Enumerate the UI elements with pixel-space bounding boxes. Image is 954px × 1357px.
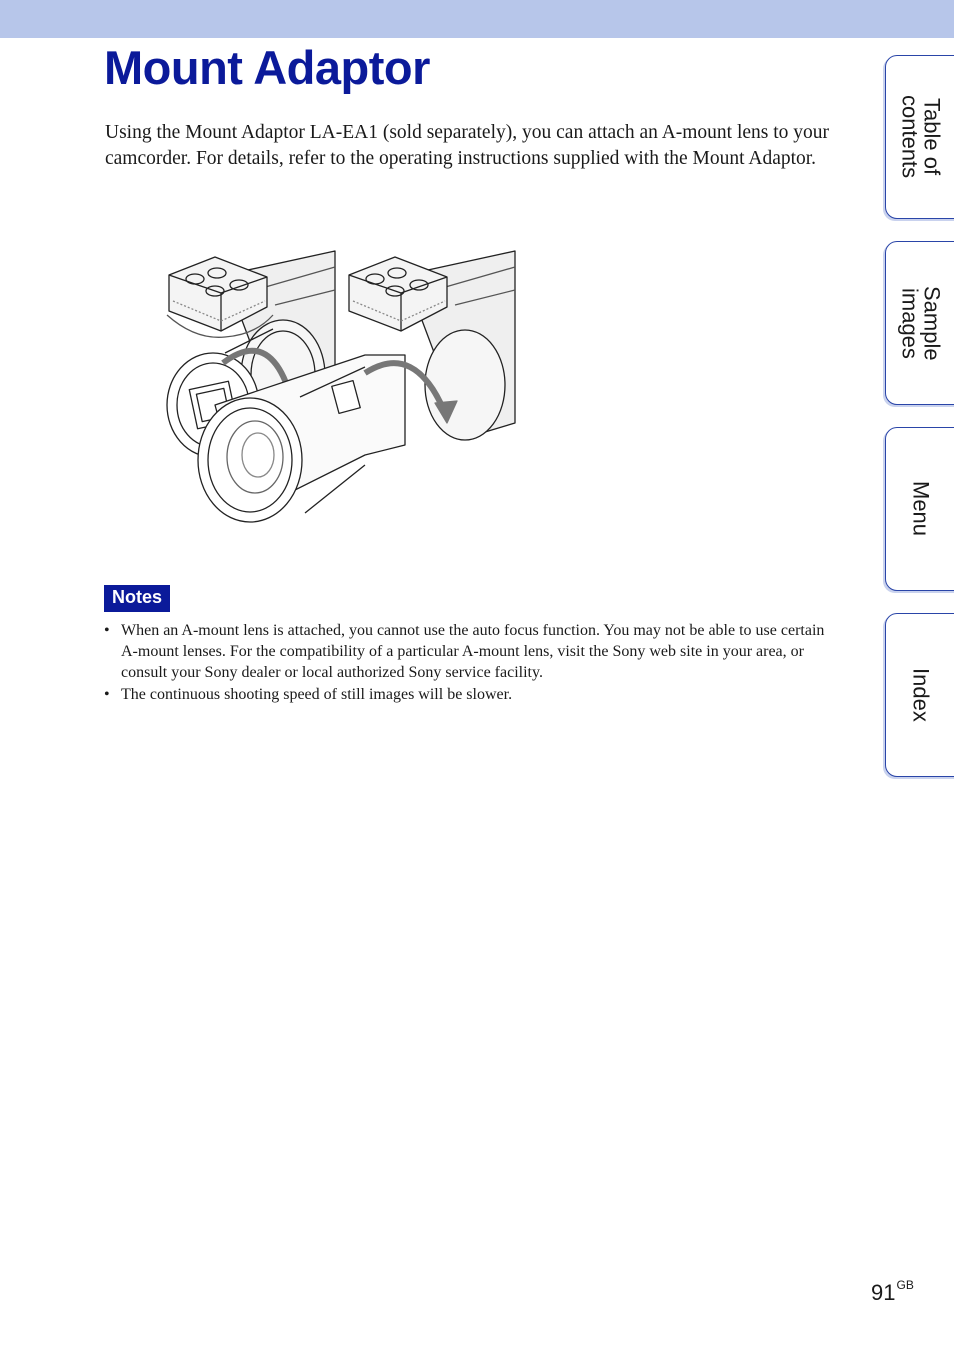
- intro-paragraph: Using the Mount Adaptor LA-EA1 (sold separately), you can attach an A-mount lens to your camcorder. For details, refer to the operating instructions supplied with the Mount Adaptor.: [105, 122, 830, 169]
- top-color-band: [0, 0, 954, 38]
- tab-menu[interactable]: [885, 427, 954, 591]
- list-item: [104, 684, 844, 705]
- tab-sample-images[interactable]: [885, 241, 954, 405]
- page-title: Mount Adaptor: [104, 41, 430, 94]
- tab-label: Menu: [908, 481, 934, 537]
- note-text: The continuous shooting speed of still images will be slower.: [121, 686, 513, 703]
- tab-table-of-contents[interactable]: [885, 55, 954, 219]
- mount-adaptor-illustration: [155, 245, 735, 530]
- tab-index[interactable]: [885, 613, 954, 777]
- page-number: [871, 1280, 914, 1306]
- tab-label: Table of contents: [897, 95, 945, 179]
- tab-label: Index: [908, 668, 934, 722]
- list-item: [104, 620, 844, 683]
- bullet: •: [104, 622, 110, 639]
- notes-label: Notes: [104, 585, 170, 612]
- page-number-value: 91: [871, 1280, 896, 1305]
- tab-label: Sample images: [897, 285, 945, 361]
- page-suffix: GB: [896, 1278, 914, 1292]
- notes-list: [104, 620, 844, 706]
- bullet: •: [104, 686, 110, 703]
- note-text: When an A-mount lens is attached, you cannot use the auto focus function. You may not be able to use certain A-mount lenses. For the compatibility of a particular A-mount lens, visit the Sony web site in your area, or consult your Sony dealer or local authorized Sony service facility.: [121, 622, 825, 681]
